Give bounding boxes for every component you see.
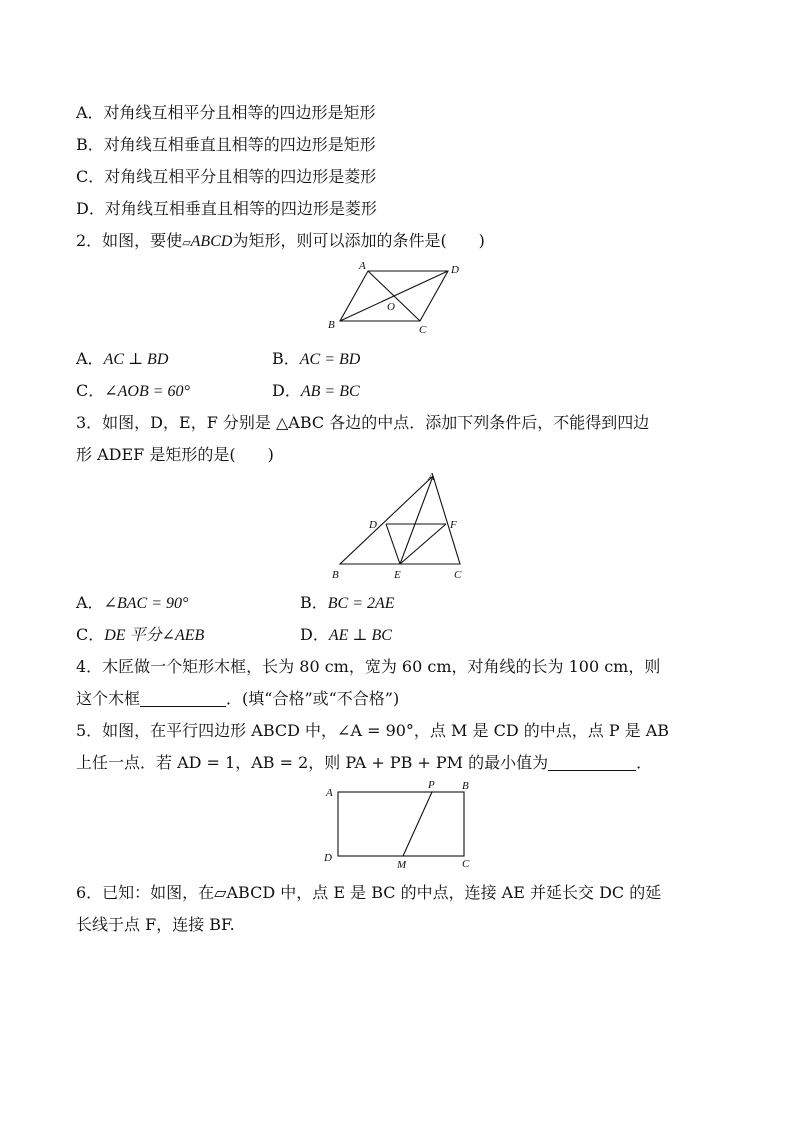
q6-stem-line2: 长线于点 F，连接 BF. <box>76 915 235 934</box>
q3-segment-ae <box>400 476 433 564</box>
q2-label-a: A <box>359 260 366 272</box>
q5-label-p: P <box>428 779 435 791</box>
q5-figure-rectangle <box>320 780 480 870</box>
q2-label-b: B <box>328 319 335 331</box>
q2-label-c: C <box>419 324 427 336</box>
q1-option-c: C．对角线互相平分且相等的四边形是菱形 <box>76 167 377 186</box>
q2-label-d: D <box>451 264 459 276</box>
q5-stem-line2 <box>76 752 652 774</box>
q1-option-d: D．对角线互相垂直且相等的四边形是菱形 <box>76 199 377 218</box>
q4-stem-line2 <box>76 688 399 710</box>
q2-stem <box>76 230 485 254</box>
q1-option-a: A．对角线互相平分且相等的四边形是矩形 <box>76 103 376 122</box>
q3-label-a: A <box>428 471 435 483</box>
q5-stem-line1: 5．如图，在平行四边形 ABCD 中，∠A = 90°，点 M 是 CD 的中点，点 P 是 AB <box>76 721 670 740</box>
q1-option-b: B．对角线互相垂直且相等的四边形是矩形 <box>76 135 376 154</box>
q5-label-c: C <box>462 858 470 870</box>
q2-figure-parallelogram <box>320 258 470 338</box>
q3-option-a: A．∠BAC = 90° <box>76 593 189 612</box>
parallelogram-symbol: ▱ <box>182 236 191 249</box>
q2-option-b: B．AC = BD <box>272 349 361 368</box>
q5-line2-after: ． <box>636 753 653 772</box>
q4-line2-before: 这个木框 <box>76 689 141 708</box>
q4-answer-blank[interactable] <box>140 690 226 707</box>
q5-line2-before: 上任一点．若 AD = 1，AB = 2，则 PA + PB + PM 的最小值为 <box>76 753 549 772</box>
q3-segment-ef <box>400 524 446 564</box>
q3-stem-line1: 3．如图，D，E，F 分别是 △ABC 各边的中点．添加下列条件后，不能得到四边 <box>76 413 650 432</box>
q3-label-b: B <box>332 569 339 581</box>
q3-figure-triangle <box>325 468 475 583</box>
q5-label-a: A <box>326 787 333 799</box>
q5-label-d: D <box>324 852 332 864</box>
q3-label-f: F <box>450 519 457 531</box>
q5-rectangle-abcd <box>338 792 464 856</box>
q2-label-o: O <box>387 301 395 313</box>
q3-label-e: E <box>394 569 401 581</box>
q2-stem-suffix: 为矩形，则可以添加的条件是( ) <box>232 231 485 250</box>
q4-stem-line1: 4．木匠做一个矩形木框，长为 80 cm，宽为 60 cm，对角线的长为 100 cm，则 <box>76 657 661 676</box>
q3-option-d: D．AE ⊥ BC <box>300 625 392 644</box>
q5-segment-pm <box>403 792 432 856</box>
q4-line2-after: ．(填“合格”或“不合格”) <box>226 689 400 708</box>
q5-label-b: B <box>462 780 469 792</box>
q5-label-m: M <box>397 859 407 871</box>
q2-option-a: A．AC ⊥ BD <box>76 349 169 368</box>
q2-stem-math: ABCD <box>190 233 233 250</box>
q6-stem-line1: 6．已知：如图，在▱ABCD 中，点 E 是 BC 的中点，连接 AE 并延长交 DC 的延 <box>76 883 662 902</box>
q3-label-c: C <box>454 569 462 581</box>
q3-segment-de <box>386 524 400 564</box>
q3-option-b: B．BC = 2AE <box>300 593 395 612</box>
q2-diagonal-bd <box>340 271 448 321</box>
q2-option-d: D．AB = BC <box>272 381 360 400</box>
q2-option-c: C．∠AOB = 60° <box>76 381 190 400</box>
q5-answer-blank[interactable] <box>548 754 636 771</box>
q3-label-d: D <box>369 519 377 531</box>
q3-option-c: C．DE 平分∠AEB <box>76 625 205 644</box>
q2-stem-prefix: 2．如图，要使 <box>76 231 183 250</box>
q3-triangle-abc <box>340 476 460 564</box>
q3-stem-line2: 形 ADEF 是矩形的是( ) <box>76 445 274 464</box>
